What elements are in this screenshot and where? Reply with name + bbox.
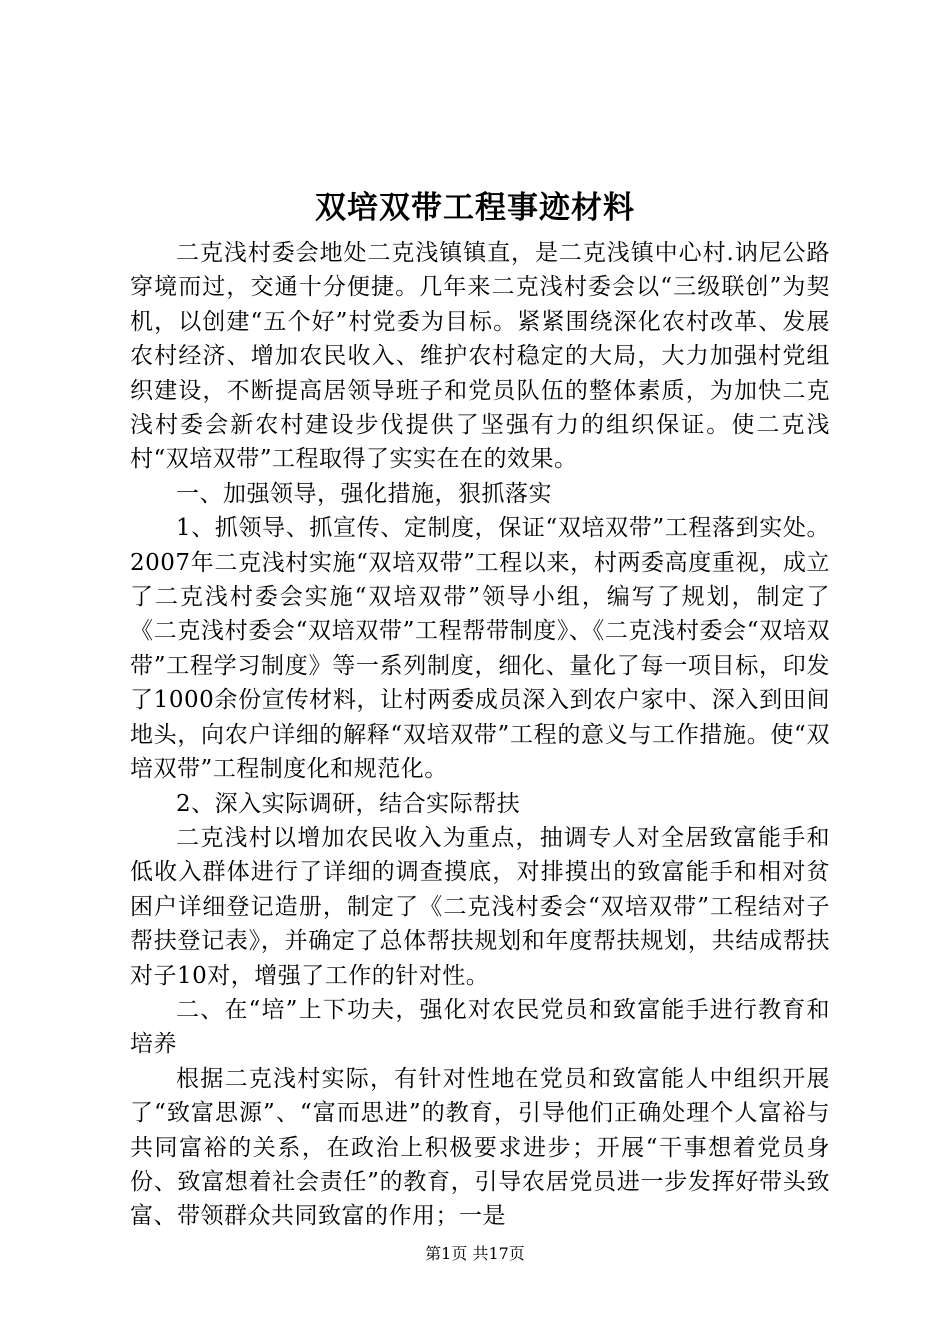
document-body <box>130 236 830 1234</box>
section-heading-2: 二、在“培”上下功夫，强化对农民党员和致富能手进行教育和培养 <box>130 996 830 1058</box>
page-number-footer: 第1页 共17页 <box>425 1244 525 1263</box>
subsection-paragraph-1: 1、抓领导、抓宣传、定制度，保证“双培双带”工程落到实处。2007年二克浅村实施“双培双带”工程以来，村两委高度重视，成立了二克浅村委会实施“双培双带”领导小组，编写了规划，制定了《二克浅村委会“双培双带”工程帮带制度》、《二克浅村委会“双培双带”工程学习制度》等一系列制度，细化、量化了每一项目标，印发了1000余份宣传材料，让村两委成员深入到农户家中、深入到田间地头，向农户详细的解释“双培双带”工程的意义与工作措施。使“双培双带”工程制度化和规范化。 <box>130 515 830 783</box>
subsection-paragraph-2: 二克浅村以增加农民收入为重点，抽调专人对全居致富能手和低收入群体进行了详细的调查摸底，对排摸出的致富能手和相对贫困户详细登记造册，制定了《二克浅村委会“双培双带”工程结对子帮扶登记表》，并确定了总体帮扶规划和年度帮扶规划，共结成帮扶对子10对，增强了工作的针对性。 <box>130 824 830 989</box>
section-paragraph-2: 根据二克浅村实际，有针对性地在党员和致富能人中组织开展了“致富思源”、“富而思进”的教育，引导他们正确处理个人富裕与共同富裕的关系，在政治上积极要求进步；开展“干事想着党员身份、致富想着社会责任”的教育，引导农居党员进一步发挥好带头致富、带领群众共同致富的作用；一是 <box>130 1065 830 1230</box>
subsection-heading-2: 2、深入实际调研，结合实际帮扶 <box>176 790 521 817</box>
intro-paragraph: 二克浅村委会地处二克浅镇镇直，是二克浅镇中心村.讷尼公路穿境而过，交通十分便捷。几年来二克浅村委会以“三级联创”为契机，以创建“五个好”村党委为目标。紧紧围绕深化农村改革、发展农村经济、增加农民收入、维护农村稳定的大局，大力加强村党组织建设，不断提高居领导班子和党员队伍的整体素质，为加快二克浅村委会新农村建设步伐提供了坚强有力的组织保证。使二克浅村“双培双带”工程取得了实实在在的效果。 <box>130 240 830 473</box>
section-heading-1: 一、加强领导，强化措施，狠抓落实 <box>176 480 552 507</box>
document-title: 双培双带工程事迹材料 <box>315 190 635 226</box>
